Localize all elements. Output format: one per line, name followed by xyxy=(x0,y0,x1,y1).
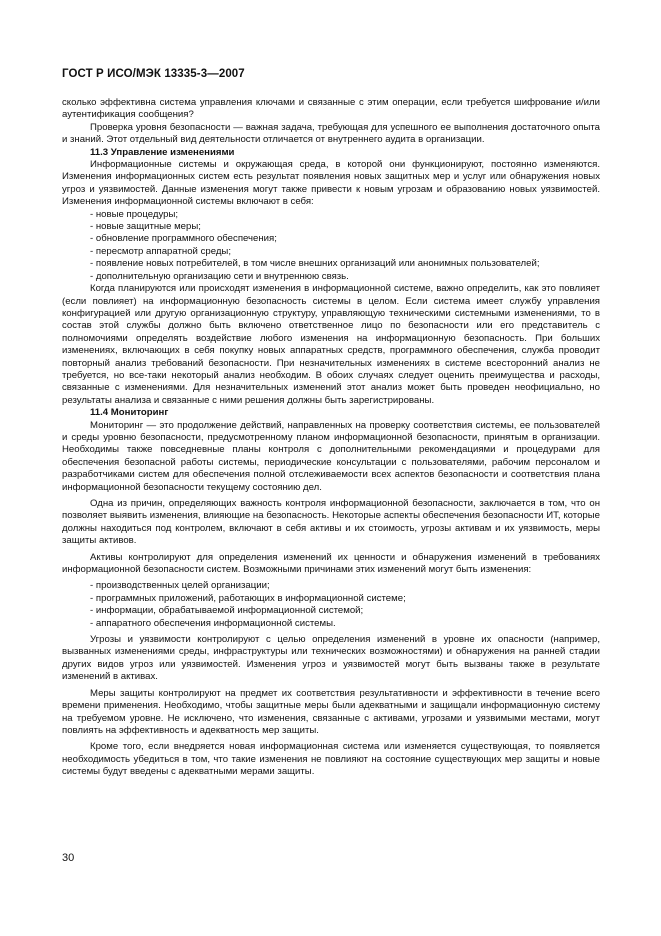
page-number: 30 xyxy=(62,852,75,864)
intro-paragraph-1: сколько эффективна система управления ключами и связанные с этим операции, если требуется шифрование и/или аутентификация сообщения? xyxy=(62,97,600,121)
page-header-title: ГОСТ Р ИСО/МЭК 13335-3—2007 xyxy=(62,68,245,80)
list-item: - появление новых потребителей, в том числе внешних организаций или анонимных пользователей; xyxy=(90,258,600,270)
section-11-3-heading: 11.3 Управление изменениями xyxy=(90,146,235,158)
section-11-4-paragraph-6: Кроме того, если внедряется новая информационная система или изменяется существующая, то появляется необходимость убедиться в том, что такие изменения не повлияют на состояние существующих мер защиты и новые системы будут введены с адекватными мерами защиты. xyxy=(62,741,600,778)
section-11-4-paragraph-3: Активы контролируют для определения изменений их ценности и обнаружения изменений в требованиях информационной безопасности систем. Возможными причинами этих изменений могут быть изменения: xyxy=(62,551,600,576)
list-item: - дополнительную организацию сети и внутреннюю связь. xyxy=(90,271,600,283)
document-body xyxy=(62,97,600,779)
list-item: - аппаратного обеспечения информационной системы. xyxy=(90,618,600,630)
list-item: - программных приложений, работающих в информационной системе; xyxy=(90,593,600,605)
list-item: - производственных целей организации; xyxy=(90,580,600,592)
list-item: - обновление программного обеспечения; xyxy=(90,233,600,245)
section-11-4-paragraph-5: Меры защиты контролируют на предмет их соответствия результативности и эффективности в течение всего времени применения. Необходимо, чтобы защитные меры были адекватными и защищали информационную систему на требуемом уровне. Не исключено, что изменения, связанные с активами, угрозами и уязвимыми местами, могут повлиять на эффективность и адекватность мер защиты. xyxy=(62,687,600,736)
section-11-4-paragraph-1: Мониторинг — это продолжение действий, направленных на проверку соответствия системы, ее пользователей и среды уровню безопасности, предусмотренному планом информационной безопасности, принятым в организации. Необходимы также повседневные планы контроля с дополнительными рекомендациями и процедурами для обеспечения безопасной работы системы, периодические консультации с пользователями, рабочим персоналом и разработчиками систем для обеспечения полной отслеживаемости всех аспектов безопасности и соответствия плана информационной безопасности текущему состоянию дел. xyxy=(62,419,600,493)
section-11-4-paragraph-2: Одна из причин, определяющих важность контроля информационной безопасности, заключается в том, что он позволяет выявить изменения, влияющие на безопасность. Некоторые аспекты обеспечения безопасности ИТ, которые должны находиться под контролем, включают в себя активы и их стоимость, угрозы активам и их уязвимость, меры защиты активов. xyxy=(62,498,600,547)
list-item: - новые процедуры; xyxy=(90,209,600,221)
section-11-3-paragraph-2: Когда планируются или происходят изменения в информационной системе, важно определить, как это повлияет (если повлияет) на информационную безопасность системы в целом. Если система имеет службу управления конфигурацией или другую организационную структуру, управляющую техническими системными изменениями, то в состав этой службы должно быть включено ответственное лицо по безопасности или его представитель с полномочиями определять воздействие любого изменения на информационную безопасность. При больших изменениях, включающих в себя покупку новых аппаратных средств, программного обеспечения, служба проводит повторный анализ требований безопасности. При незначительных изменениях в системе всесторонний анализ не требуется, но все-таки некоторый анализ необходим. В обоих случаях следует оценить преимущества и расходы, связанные с изменениями. Для незначительных изменений этот анализ может быть проведен неофициально, но результаты анализа и связанные с ними решения должны быть зарегистрированы. xyxy=(62,283,600,406)
section-11-3-paragraph-1: Информационные системы и окружающая среда, в которой они функционируют, постоянно изменяются. Изменения информационных систем есть результат появления новых защитных мер и услуг или обнаружения новых угроз и уязвимостей. Данные изменения могут также привести к новым угрозам и образованию новых уязвимостей. Изменения информационной системы включают в себя: xyxy=(62,159,600,208)
list-item: - новые защитные меры; xyxy=(90,221,600,233)
section-11-4-heading: 11.4 Мониторинг xyxy=(90,407,169,419)
list-item: - информации, обрабатываемой информационной системой; xyxy=(90,605,600,617)
intro-paragraph-2: Проверка уровня безопасности — важная задача, требующая для успешного ее выполнения достаточного опыта и знаний. Этот отдельный вид деятельности отличается от внутреннего аудита в организации. xyxy=(62,121,600,146)
list-item: - пересмотр аппаратной среды; xyxy=(90,246,600,258)
section-11-4-paragraph-4: Угрозы и уязвимости контролируют с целью определения изменений в уровне их опасности (например, вызванных изменениями среды, инфраструктуры или технических возможностями) и обнаружения на ранней стадии других видов угроз или уязвимостей. Изменения угроз и уязвимостей могут быть вызваны также в результате изменений в активах. xyxy=(62,634,600,683)
section-11-4-list xyxy=(62,580,600,630)
section-11-3-list xyxy=(62,209,600,283)
